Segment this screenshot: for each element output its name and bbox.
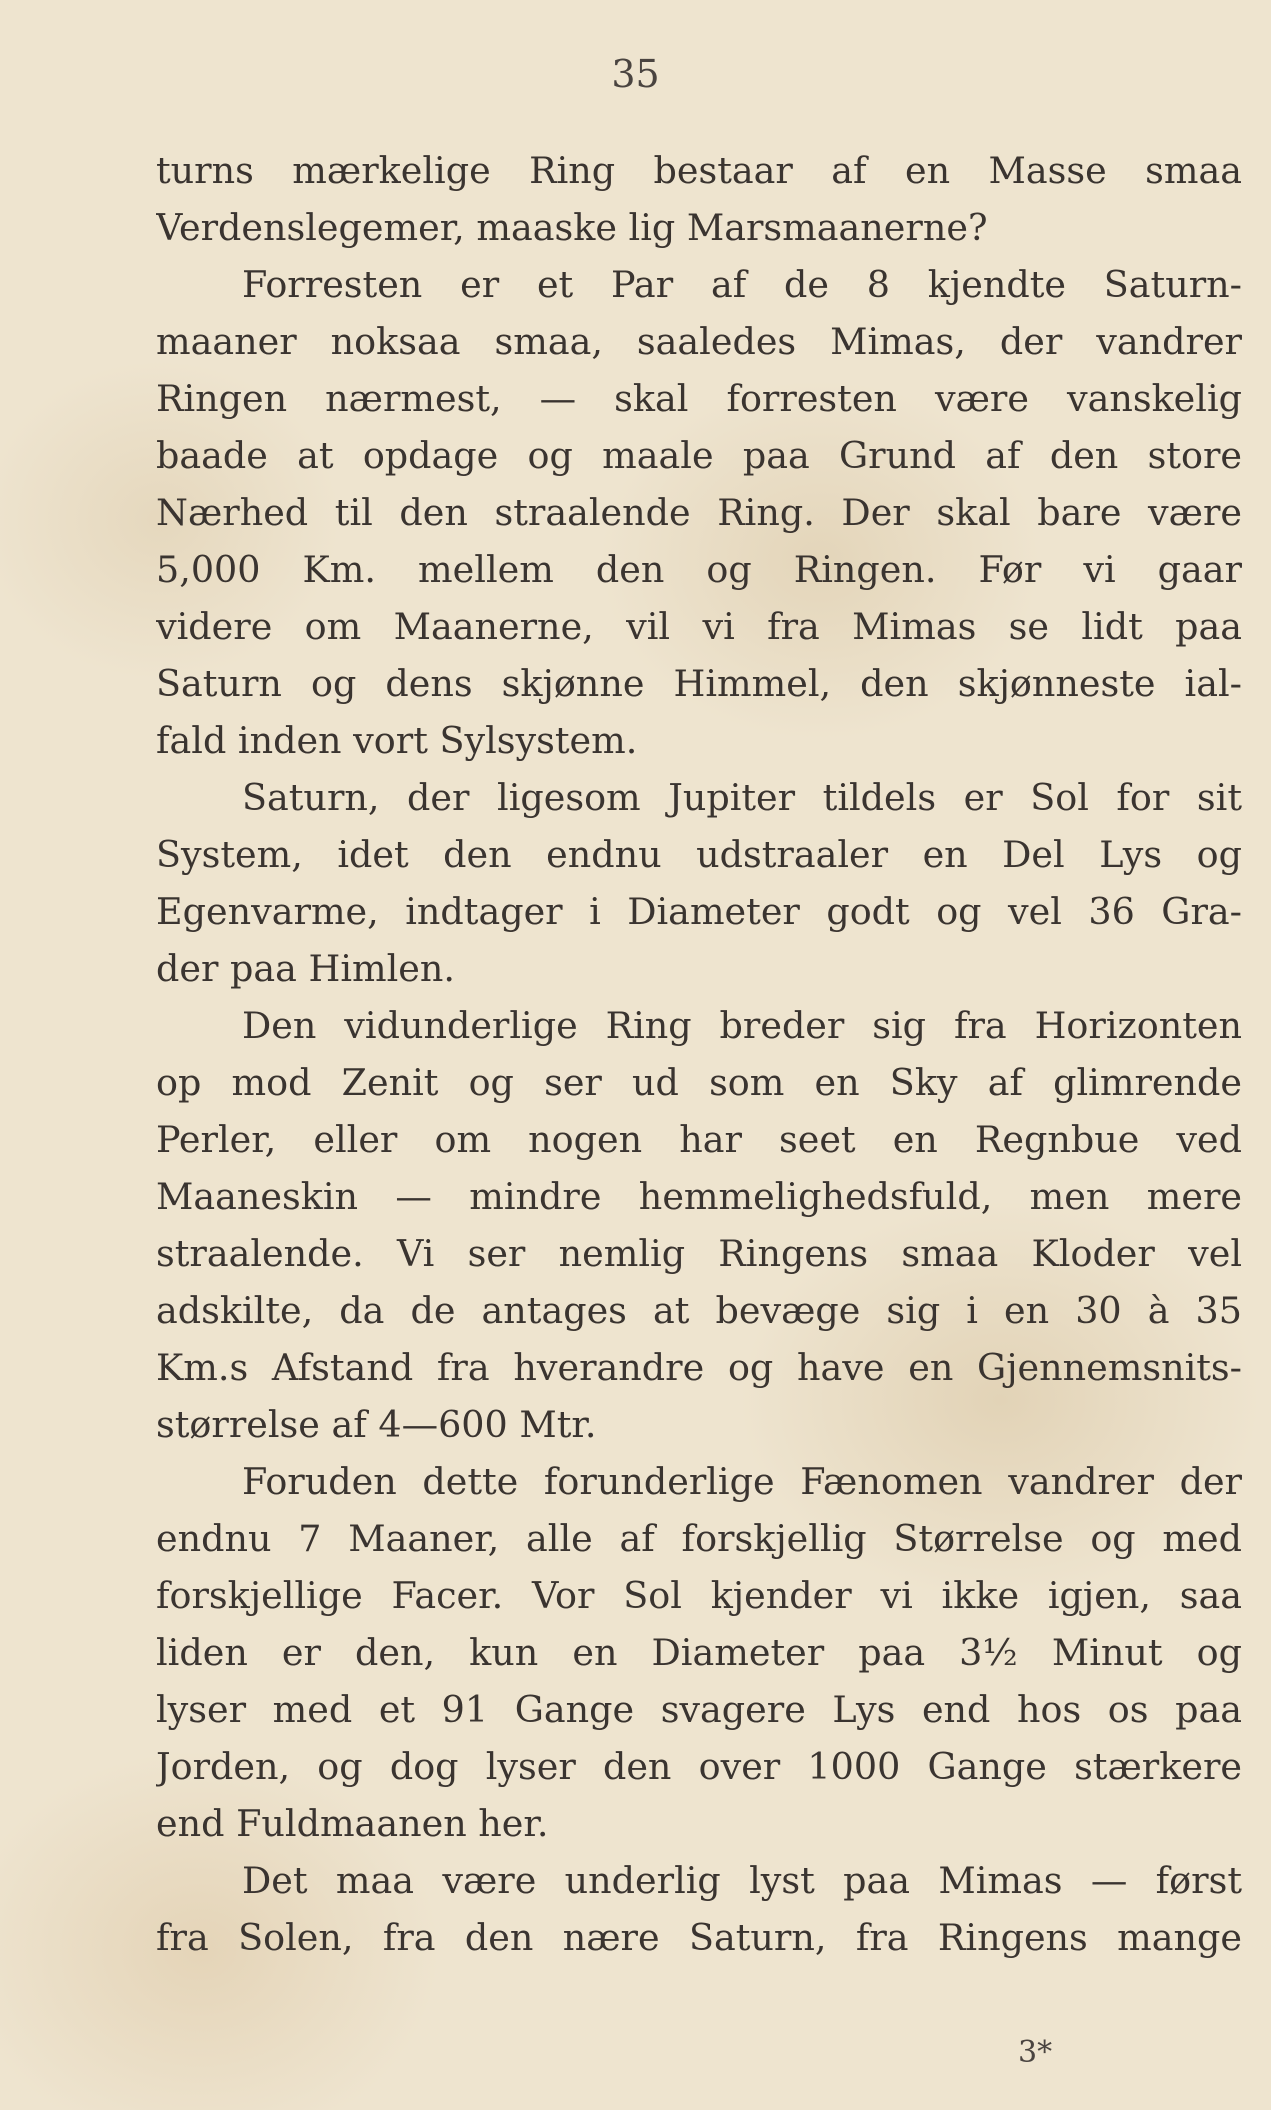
text-line: Perler, eller om nogen har seet en Regnbue ved — [156, 1118, 1242, 1161]
text-line: Verdenslegemer, maaske lig Marsmaanerne? — [156, 206, 988, 249]
text-line: lyser med et 91 Gange svagere Lys end hos os paa — [156, 1688, 1242, 1731]
paragraph — [156, 1852, 1242, 1966]
text-line: maaner noksaa smaa, saaledes Mimas, der vandrer — [156, 320, 1242, 363]
paragraph — [156, 769, 1242, 997]
text-line: turns mærkelige Ring bestaar af en Masse smaa — [156, 149, 1242, 192]
body-text — [156, 142, 1242, 1966]
page-number: 35 — [611, 52, 660, 96]
text-line: Egenvarme, indtager i Diameter godt og vel 36 Gra- — [156, 890, 1242, 933]
text-line: Den vidunderlige Ring breder sig fra Horizonten — [242, 1004, 1242, 1047]
paragraph — [156, 1453, 1242, 1852]
text-line: der paa Himlen. — [156, 947, 456, 990]
signature-mark: 3* — [1018, 2035, 1053, 2070]
paragraph — [156, 997, 1242, 1453]
paragraph — [156, 142, 1242, 256]
text-line: Km.s Afstand fra hverandre og have en Gjennemsnits- — [156, 1346, 1242, 1389]
text-line: Maaneskin — mindre hemmelighedsfuld, men mere — [156, 1175, 1242, 1218]
text-line: Jorden, og dog lyser den over 1000 Gange stærkere — [156, 1745, 1242, 1788]
text-line: Saturn og dens skjønne Himmel, den skjønneste ial- — [156, 662, 1242, 705]
text-line: størrelse af 4—600 Mtr. — [156, 1403, 597, 1446]
text-line: videre om Maanerne, vil vi fra Mimas se lidt paa — [156, 605, 1242, 648]
text-line: op mod Zenit og ser ud som en Sky af glimrende — [156, 1061, 1242, 1104]
text-line: Forresten er et Par af de 8 kjendte Saturn- — [242, 263, 1242, 306]
text-line: Foruden dette forunderlige Fænomen vandrer der — [242, 1460, 1242, 1503]
text-line: adskilte, da de antages at bevæge sig i en 30 à 35 — [156, 1289, 1242, 1332]
text-line: Nærhed til den straalende Ring. Der skal bare være — [156, 491, 1242, 534]
text-line: 5,000 Km. mellem den og Ringen. Før vi gaar — [156, 548, 1242, 591]
text-line: Det maa være underlig lyst paa Mimas — først — [242, 1859, 1242, 1902]
text-line: Saturn, der ligesom Jupiter tildels er Sol for sit — [242, 776, 1242, 819]
text-line: endnu 7 Maaner, alle af forskjellig Størrelse og med — [156, 1517, 1242, 1560]
text-line: liden er den, kun en Diameter paa 3½ Minut og — [156, 1631, 1242, 1674]
paragraph — [156, 256, 1242, 769]
text-line: Ringen nærmest, — skal forresten være vanskelig — [156, 377, 1242, 420]
text-line: end Fuldmaanen her. — [156, 1802, 549, 1845]
text-line: fra Solen, fra den nære Saturn, fra Ringens mange — [156, 1916, 1242, 1959]
text-line: System, idet den endnu udstraaler en Del Lys og — [156, 833, 1242, 876]
text-line: straalende. Vi ser nemlig Ringens smaa Kloder vel — [156, 1232, 1242, 1275]
text-line: forskjellige Facer. Vor Sol kjender vi ikke igjen, saa — [156, 1574, 1242, 1617]
text-line: fald inden vort Sylsystem. — [156, 719, 638, 762]
text-line: baade at opdage og maale paa Grund af den store — [156, 434, 1242, 477]
